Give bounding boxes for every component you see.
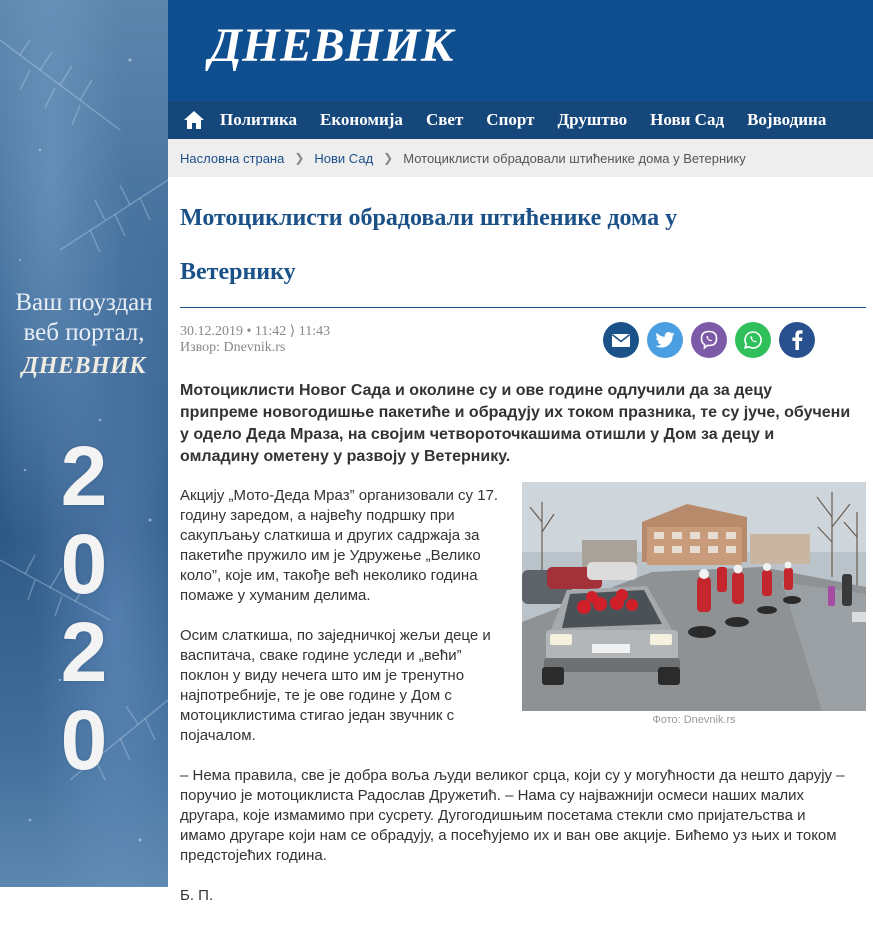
- facebook-icon: [791, 330, 803, 350]
- banner-year-digit: 0: [60, 517, 108, 611]
- article-title-line2: Ветернику: [180, 259, 296, 285]
- share-buttons: [595, 322, 815, 358]
- nav-item-drustvo[interactable]: Друштво: [557, 110, 628, 129]
- nav-item-vojvodina[interactable]: Војводина: [747, 110, 827, 129]
- article-meta: [180, 308, 866, 380]
- banner-tagline-line1: Ваш поуздан: [15, 289, 153, 316]
- article-dates: [180, 324, 330, 356]
- share-twitter-button[interactable]: [647, 322, 683, 358]
- article-title-line1: Мотоциклисти обрадовали штићенике дома у: [180, 205, 678, 231]
- site-logo[interactable]: ДНЕВНИК: [209, 19, 454, 72]
- banner-tagline: [0, 288, 168, 348]
- article-title: [180, 191, 866, 308]
- article: [180, 177, 866, 926]
- banner-year-digit: 2: [60, 605, 108, 699]
- share-facebook-button[interactable]: [779, 322, 815, 358]
- banner-year-digit: 2: [60, 429, 108, 523]
- main-navigation: [168, 101, 873, 139]
- article-source: Извор: Dnevnik.rs: [180, 340, 286, 355]
- article-paragraph: – Нема правила, све је добра воља људи великог срца, који су у могућности да нешто дарују – поручио је мотоциклиста Радослав Дружетић. – Нама су најважнији осмеси наших малих другара, које измамимо при сусрету. Дугогодишњим посетама стекли смо пријатељства и имамо другаре који нам се обрадују, а посећујемо их и ван ове акције. Бићемо уз њих и током предстојећих година.: [180, 767, 845, 864]
- whatsapp-icon: [743, 330, 763, 350]
- nav-home-button[interactable]: [168, 101, 220, 139]
- chevron-right-icon: ❯: [383, 151, 394, 165]
- article-signature: Б. П.: [180, 887, 214, 904]
- article-body: [180, 486, 866, 906]
- email-icon: [612, 334, 630, 347]
- nav-item-ekonomija[interactable]: Економија: [320, 110, 403, 129]
- article-photo[interactable]: [522, 482, 866, 711]
- article-photo-box: [522, 482, 866, 726]
- side-advertisement-banner[interactable]: [0, 0, 168, 887]
- nav-item-sport[interactable]: Спорт: [486, 110, 535, 129]
- photo-caption: Фото: Dnevnik.rs: [652, 714, 736, 726]
- breadcrumb-current: Мотоциклисти обрадовали штићенике дома у Ветернику: [403, 150, 746, 166]
- home-icon: [184, 111, 204, 129]
- viber-icon: [699, 330, 719, 350]
- article-lead: Мотоциклисти Новог Сада и околине су и ове године одлучили да за децу припреме новогодишње пакетиће и обрадују их током празника, те су јуче, обучени у одело Деда Мраза, на својим четвороточкашима отишли у Дом за децу и омладину ометену у развоју у Ветернику.: [180, 382, 851, 465]
- nav-item-novi-sad[interactable]: Нови Сад: [650, 110, 725, 129]
- twitter-icon: [655, 332, 675, 348]
- banner-logo: ДНЕВНИК: [21, 353, 147, 379]
- article-paragraph: Акцију „Мото-Деда Мраз” организовали су 17. годину заредом, а највећу подршку при сакупљању слаткиша и других садржаја за пакетиће пружило им је Удружење „Велико коло”, које им, такође већ неколико година помаже у хуманим делима.: [180, 487, 499, 604]
- article-date: 30.12.2019 • 11:42 ⟩ 11:43: [180, 324, 331, 339]
- share-viber-button[interactable]: [691, 322, 727, 358]
- breadcrumb: [168, 139, 873, 177]
- share-email-button[interactable]: [603, 322, 639, 358]
- banner-year: [0, 429, 168, 787]
- site-header: [168, 0, 873, 101]
- share-whatsapp-button[interactable]: [735, 322, 771, 358]
- breadcrumb-section-link[interactable]: Нови Сад: [314, 150, 374, 166]
- nav-item-svet[interactable]: Свет: [425, 110, 464, 129]
- breadcrumb-home-link[interactable]: Насловна страна: [180, 150, 285, 166]
- nav-item-politika[interactable]: Политика: [220, 110, 298, 129]
- banner-year-digit: 0: [60, 693, 108, 787]
- article-paragraph: Осим слаткиша, по заједничкој жељи деце и васпитача, сваке године уследи и „већи” поклон у виду нечега што им је тренутно најпотребније, те је ове године у Дом с мотоциклистима стигао један звучник с појачалом.: [180, 627, 491, 744]
- chevron-right-icon: ❯: [294, 151, 305, 165]
- banner-tagline-line2: веб портал,: [23, 319, 145, 346]
